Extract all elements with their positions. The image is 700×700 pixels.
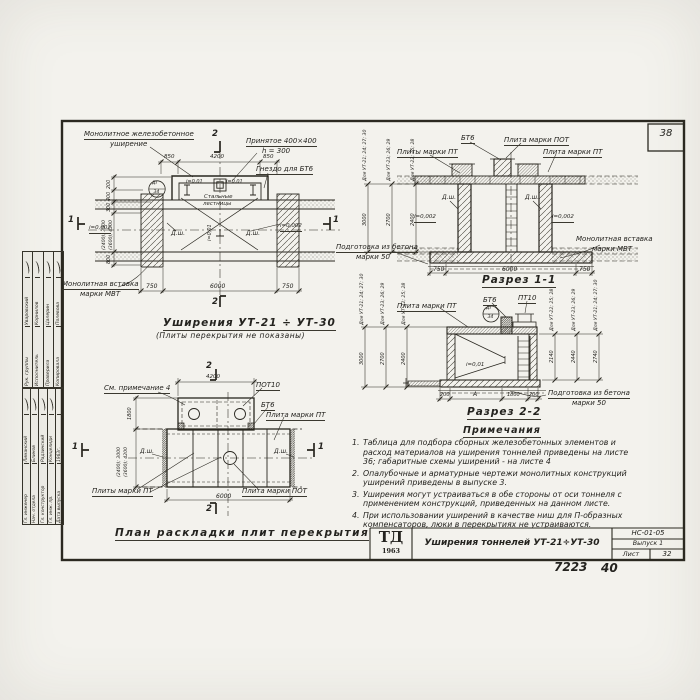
- margin-role: Рук. группы: [25, 326, 30, 387]
- note-text: При использовании уширений в качестве ниш для П-образных компенсаторов, люки в перекрытиях не устраиваются.: [363, 510, 623, 529]
- plan-detail-bubble-top: ДГ: [152, 181, 159, 186]
- s1-chain-value-3: 2400: [410, 213, 416, 226]
- s2-dim-bottom-3: 1800: [507, 392, 520, 398]
- margin-name: Полевова: [56, 277, 61, 326]
- s1-pt-left-label: Плиты марки ПТ: [397, 148, 458, 156]
- s2-title: Разрез 2-2: [467, 406, 542, 418]
- sp-joint-right-label: Д.ш.: [274, 448, 288, 455]
- stamp-title: Уширения тоннелей УТ-21÷УТ-30: [424, 538, 600, 548]
- stamp-issue: Выпуск 1: [632, 539, 664, 547]
- margin-name: Радзинский: [41, 414, 46, 463]
- plan-cut-mark-1-right: 1: [333, 215, 339, 225]
- margin-role: Копировала: [56, 326, 61, 387]
- s2-dim-bottom-4: 200: [529, 392, 539, 398]
- s2-chain-left-value-2: 2700: [380, 352, 386, 365]
- plan-dim-top-1: 850: [164, 154, 175, 160]
- plan-subtitle: (Плиты перекрытия не показаны): [156, 331, 306, 340]
- margin-role: Проверила: [46, 326, 51, 387]
- s1-pot-label: Плита марки ПОТ: [504, 136, 569, 144]
- stamp-sheet-number: 32: [662, 550, 672, 558]
- s1-pt-right-label: Плита марки ПТ: [543, 148, 603, 156]
- plan-insert-label-line1: Монолитная вставка: [62, 280, 139, 288]
- margin-row: [32, 252, 42, 387]
- margin-role: Гл. конструктор: [41, 463, 46, 524]
- margin-row: [55, 389, 63, 524]
- sp-dim-left-tall-2: (3600); 4200: [123, 447, 129, 477]
- s2-chain-left-value-1: 3000: [359, 352, 365, 365]
- plan-dim-left-2: 400: [107, 191, 112, 201]
- s2-chain-right-label-1: Для УТ-22; 25; 28: [550, 288, 555, 331]
- sp-title: План раскладки плит перекрытия: [115, 527, 370, 539]
- plan-cut-mark-2-top: 2: [212, 129, 218, 139]
- signature-scribble: [23, 261, 30, 275]
- s1-bt6-label: БТ6: [461, 134, 475, 142]
- sp-cut-mark-1-left: 1: [72, 442, 78, 452]
- margin-role: Гл. инженер: [24, 463, 29, 524]
- signature-scribble: [47, 398, 54, 412]
- s2-chain-left-label-1: Для УТ-21; 24; 27; 30: [360, 273, 365, 325]
- s2-chain-left-label-2: Для УТ-23; 26; 29: [381, 282, 386, 325]
- margin-row: [43, 252, 53, 387]
- note-text: Опалубочные и арматурные чертежи монолитных конструкций уширений приведены в выпуске 3.: [363, 468, 627, 487]
- margin-row: [23, 252, 32, 387]
- section-2-lines: [361, 301, 603, 402]
- plan-slope-label-b: i=0,01: [226, 179, 243, 185]
- stamp-doc-code: НС-01-05: [631, 529, 665, 537]
- plan-stairs-label-line2: лестницы: [203, 201, 232, 207]
- plan-accepted-label-line1: Принятое 400×400: [246, 137, 317, 145]
- sp-dim-left-top: 1800: [127, 407, 133, 420]
- s1-chain-label-1: Для УТ-21; 24; 27; 30: [363, 129, 368, 181]
- plan-dim-left-tall-1: (2400); 3000: [102, 220, 107, 250]
- s2-dim-bottom-1: 200: [440, 392, 450, 398]
- margin-name: Блинов: [32, 414, 37, 463]
- signature-scribble: [23, 398, 29, 412]
- s1-dim-bottom-1: 750: [433, 266, 445, 273]
- s2-chain-right-value-3: 2740: [593, 350, 599, 363]
- margin-name: Концелиди: [49, 414, 54, 463]
- sp-see-note-label: См. примечание 4: [104, 384, 171, 392]
- s2-slope-label: i=0,01: [466, 362, 485, 368]
- plan-stairs-label-line1: Стальные: [204, 194, 233, 200]
- sp-dim-left-tall-1: (2400); 3000: [117, 447, 122, 477]
- s1-dim-bottom-2: 6000: [502, 266, 518, 273]
- margin-row: [53, 252, 63, 387]
- plan-dim-top-3: 850: [263, 154, 274, 160]
- margin-row: [47, 389, 55, 524]
- plan-detail-bubble-bottom: 34: [153, 190, 160, 195]
- s1-insert-label-line1: Монолитная вставка: [576, 235, 653, 243]
- footer-number: 40: [601, 561, 618, 575]
- plan-dim-left-1: 200: [107, 179, 112, 189]
- plan-widening-label-line1: Монолитное железобетонное: [84, 130, 194, 138]
- margin-role: Нач. отдела: [32, 463, 37, 524]
- signature-scribble: [43, 261, 51, 275]
- plan-slope-label-a: i=0,01: [186, 179, 203, 185]
- s1-dim-bottom-3: 750: [579, 266, 591, 273]
- section-1-lines: [364, 142, 638, 276]
- margin-name: Цалерин: [46, 277, 51, 326]
- margin-row: [23, 389, 30, 524]
- stamp-sheet-word: Лист: [622, 550, 640, 558]
- plan-joint-label-left: Д.ш.: [171, 230, 185, 237]
- s1-chain-label-3: Для УТ-22; 25; 28: [411, 138, 416, 181]
- margin-name: 1963г.: [57, 414, 62, 463]
- s2-chain-left-label-3: Для УТ-22; 25; 28: [402, 282, 407, 325]
- s2-chain-right-label-2: Для УТ-23; 26; 29: [572, 288, 577, 331]
- plan-dim-bottom-1: 750: [146, 283, 158, 290]
- plan-slope-label-center: i=0,01: [207, 224, 213, 241]
- note-item: [352, 511, 637, 530]
- plan-socket-label: Гнездо для БТ6: [256, 165, 314, 173]
- signature-scribble: [30, 398, 37, 412]
- plan-dim-top-2: 4200: [210, 154, 224, 160]
- s1-chain-value-2: 2700: [386, 213, 392, 226]
- s2-chain-right-value-2: 2440: [571, 350, 577, 363]
- margin-row: [30, 389, 38, 524]
- plan-dim-left-4: 800: [107, 254, 112, 264]
- note-item: [352, 469, 637, 488]
- margin-role: Дата выпуска: [57, 463, 62, 524]
- notes-heading: Примечания: [463, 425, 541, 436]
- sp-bt6-label: БТ6: [261, 401, 275, 409]
- plan-dim-left-tall-2: (3600); 4200: [108, 220, 114, 250]
- plan-dim-bottom-2: 6000: [210, 283, 226, 290]
- s2-prep-label-line2: марки 50: [572, 399, 606, 407]
- sp-pot10-label: ПОТ10: [256, 381, 280, 389]
- plan-insert-label-line2: марки МВТ: [80, 290, 121, 298]
- s2-chain-right-label-3: Для УТ-21; 24; 27; 30: [594, 279, 599, 331]
- margin-role: Гл. инж. пр.: [49, 463, 54, 524]
- s2-pt-label: Плита марки ПТ: [397, 302, 457, 310]
- s2-pt10-label: ПТ10: [518, 294, 537, 302]
- corner-page-number: 38: [659, 128, 673, 139]
- s1-joint-left-label: Д.ш.: [442, 194, 456, 201]
- plan-slope-label-left: i=0,002: [89, 226, 111, 234]
- s1-joint-right-label: Д.ш.: [525, 194, 539, 201]
- stamp-logo: ТД: [378, 528, 404, 546]
- s1-insert-label-line2: марки МВТ: [592, 245, 633, 253]
- sp-pt-plural-label: Плиты марки ПТ: [92, 487, 153, 495]
- s1-title: Разрез 1-1: [482, 274, 557, 286]
- note-number: 2.: [352, 468, 360, 478]
- plan-cut-mark-1-left: 1: [68, 215, 74, 225]
- sp-cut-mark-1-right: 1: [318, 442, 324, 452]
- note-number: 3.: [352, 489, 360, 499]
- sp-joint-left-label: Д.ш.: [140, 448, 154, 455]
- plan-slope-label-right: i=0,002: [280, 224, 302, 232]
- sp-cut-mark-2-top: 2: [206, 361, 212, 371]
- s2-prep-label-line1: Подготовка из бетона: [548, 389, 630, 397]
- plan-title: Уширения УТ-21 ÷ УТ-30: [163, 317, 336, 329]
- note-item: [352, 490, 637, 509]
- s1-chain-label-2: Для УТ-23; 26; 29: [387, 138, 392, 181]
- plan-dim-left-3: 300: [107, 202, 112, 212]
- s2-detail-bubble-top: ДГ: [486, 306, 493, 311]
- margin-name: Уваровский: [25, 277, 30, 326]
- signature-scribble: [38, 398, 45, 412]
- margin-signature-block-lower: [22, 388, 64, 525]
- s2-bt6-label: БТ6: [483, 296, 497, 304]
- margin-name: Лиманский: [24, 414, 29, 463]
- s1-prep-label-line1: Подготовка из бетона: [336, 243, 418, 251]
- s2-detail-bubble-bottom: 34: [487, 315, 494, 320]
- plan-joint-label-right: Д.ш.: [246, 230, 260, 237]
- margin-row: [38, 389, 46, 524]
- s1-slope-left-label: i=0,002: [414, 215, 436, 223]
- note-number: 4.: [352, 510, 360, 520]
- sp-cut-mark-2-bottom: 2: [206, 504, 212, 514]
- note-text: Уширения могут устраиваться в обе стороны от оси тоннеля с применением конструкций, приведенных на данном листе.: [363, 489, 622, 508]
- margin-name: Корнилов: [35, 277, 40, 326]
- plan-dim-bottom-3: 750: [282, 283, 294, 290]
- s1-slope-right-label: i=0,002: [552, 215, 574, 223]
- note-number: 1.: [352, 438, 360, 447]
- s1-prep-label-line2: марки 50: [356, 253, 390, 261]
- plan-accepted-label-line2: h = 300: [262, 147, 291, 155]
- margin-role: Исполнитель: [35, 326, 40, 387]
- margin-signature-block-upper: [22, 251, 64, 388]
- plan-widening-label-line2: уширение: [110, 140, 148, 148]
- s1-chain-value-1: 3000: [362, 213, 368, 226]
- footer-code: 7223: [554, 560, 588, 574]
- sp-dim-bottom: 6000: [216, 493, 232, 500]
- plan-cut-mark-2-bottom: 2: [212, 297, 218, 307]
- signature-scribble: [54, 261, 62, 275]
- s2-chain-left-value-3: 2400: [401, 352, 407, 365]
- signature-scribble: [33, 261, 41, 275]
- note-text: Таблица для подбора сборных железобетонных элементов и расход материалов на уширения тоннелей приведены на листе 36; габаритные схемы уширений - на листе 4: [363, 438, 629, 466]
- note-item: [352, 438, 637, 467]
- s2-chain-right-value-1: 2140: [549, 350, 555, 363]
- sp-pt-label: Плита марки ПТ: [266, 411, 326, 419]
- s2-dim-bottom-2: А: [473, 391, 478, 398]
- sp-dim-top: 4200: [206, 374, 220, 380]
- stamp-logo-year: 1963: [381, 547, 401, 555]
- sp-pot-label: Плита марки ПОТ: [242, 487, 307, 495]
- notes-list: [352, 438, 637, 532]
